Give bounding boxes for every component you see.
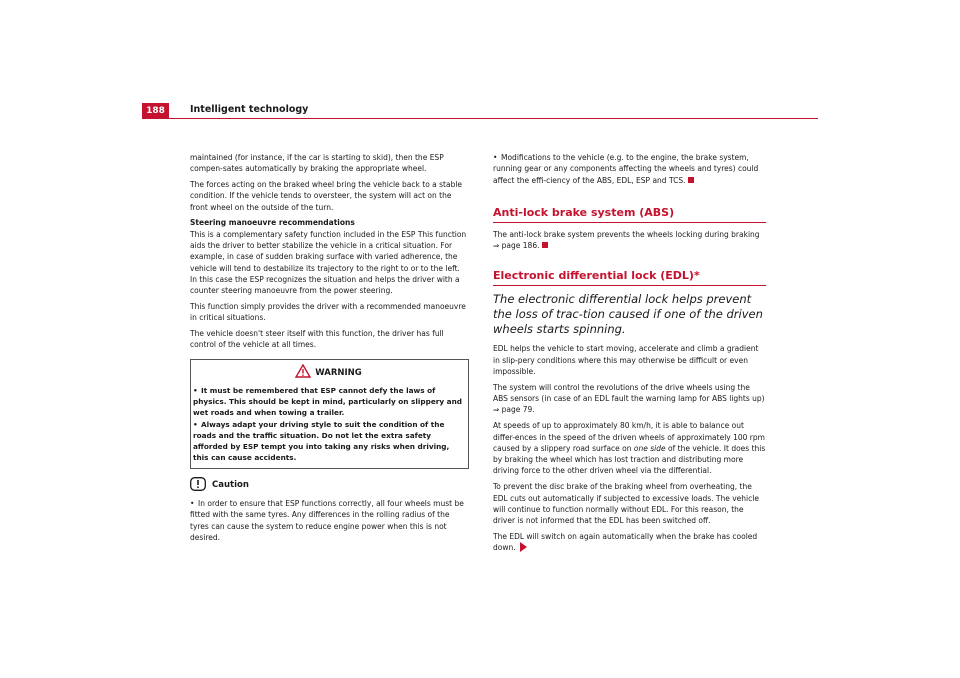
paragraph bbox=[493, 229, 766, 252]
steering-heading: Steering manoeuvre recommendations bbox=[190, 218, 355, 228]
warning-title: WARNING bbox=[315, 367, 362, 378]
paragraph: To prevent the disc brake of the braking wheel from overheating, the EDL cuts out automatically if subjected to excessive loads. The vehicle will continue to function normally without EDL. For this reason, the driver is not informed that the EDL has been switched off. bbox=[493, 482, 759, 526]
caution-item bbox=[190, 498, 469, 543]
running-head: Intelligent technology bbox=[190, 104, 309, 115]
bullet-icon: • bbox=[190, 499, 195, 509]
paragraph: This is a complementary safety function included in the ESP This function aids the driver to better stabilize the vehicle in a critical situation. For example, in case of sudden braking surface with varied adherence, the vehicle will tend to destabilize its trajectory to the right to or to the left. In this case the ESP recognizes the situation and helps the driver with a counter steering manoeuvre from the power steering. bbox=[190, 229, 467, 296]
end-mark-icon bbox=[688, 177, 694, 183]
end-mark-icon bbox=[542, 242, 548, 248]
paragraph bbox=[493, 420, 766, 476]
caution-heading bbox=[190, 477, 469, 495]
abs-heading: Anti-lock brake system (ABS) bbox=[493, 206, 766, 223]
warning-heading bbox=[193, 364, 464, 382]
paragraph: maintained (for instance, if the car is starting to skid), then the ESP compen-sates automatically by braking the appropriate wheel. bbox=[190, 153, 444, 174]
warning-item bbox=[193, 385, 464, 418]
left-column bbox=[190, 152, 469, 548]
warning-box bbox=[190, 359, 469, 469]
warning-text: Always adapt your driving style to suit the condition of the roads and the traffic situation. Do not let the extra safety afforded by ESP tempt you into taking any risks when driving, this can cause accidents. bbox=[193, 419, 450, 462]
caution-icon bbox=[190, 477, 206, 495]
caution-text: In order to ensure that ESP functions correctly, all four wheels must be fitted with the same tyres. Any differences in the rolling radius of the tyres can cause the system to reduce engine power when this is not desired. bbox=[190, 499, 464, 542]
edl-subtitle: The electronic differential lock helps prevent the loss of trac-tion caused if one of the driven wheels starts spinning. bbox=[493, 292, 763, 337]
bullet-icon: • bbox=[193, 419, 198, 429]
paragraph: The vehicle doesn't steer itself with this function, the driver has full control of the vehicle at all times. bbox=[190, 329, 444, 350]
paragraph: The forces acting on the braked wheel bring the vehicle back to a stable condition. If the vehicle tends to oversteer, the system will act on the front wheel on the outside of the turn. bbox=[190, 180, 463, 212]
page-number: 188 bbox=[142, 103, 169, 119]
text-span: At speeds of up to approximately 80 km/h, it is able to balance out differ-ences in the speed of the driven wheels of approximately 100 rpm caused by a slippery road surface on bbox=[493, 421, 765, 453]
caution-title: Caution bbox=[212, 479, 249, 490]
paragraph: This function simply provides the driver with a recommended manoeuvre in critical situations. bbox=[190, 302, 466, 323]
abs-text: The anti-lock brake system prevents the wheels locking during braking ⇒ page 186. bbox=[493, 229, 760, 251]
warning-triangle-icon bbox=[295, 364, 311, 382]
paragraph: EDL helps the vehicle to start moving, accelerate and climb a gradient in slip-pery conditions where this may otherwise be difficult or even impossible. bbox=[493, 344, 759, 377]
paragraph bbox=[493, 531, 766, 554]
list-item bbox=[493, 152, 766, 186]
right-column bbox=[493, 152, 766, 558]
paragraph: The system will control the revolutions of the drive wheels using the ABS sensors (in case of an EDL fault the warning lamp for ABS lights up) ⇒ page 79. bbox=[493, 382, 765, 415]
list-item-text: Modifications to the vehicle (e.g. to the engine, the brake system, running gear or any components affecting the wheels and tyres) could affect the effi-ciency of the ABS, EDL, ESP and TCS. bbox=[493, 153, 759, 185]
page-header bbox=[142, 103, 818, 119]
header-rule bbox=[169, 118, 818, 119]
text-span: of the vehicle. It does this by braking the wheel which has lost traction and distributing more driving force to the other driven wheel via the differential. bbox=[493, 443, 766, 476]
text-span: The EDL will switch on again automatically when the brake has cooled down. bbox=[493, 531, 758, 553]
warning-item bbox=[193, 419, 464, 463]
edl-heading: Electronic differential lock (EDL)* bbox=[493, 269, 766, 286]
bullet-icon: • bbox=[193, 385, 198, 395]
bullet-icon: • bbox=[493, 153, 498, 162]
warning-text: It must be remembered that ESP cannot defy the laws of physics. This should be kept in mind, particularly on slippery and wet roads and when towing a trailer. bbox=[193, 385, 463, 417]
emphasis: one side bbox=[633, 443, 666, 453]
continue-arrow-icon bbox=[520, 542, 527, 552]
